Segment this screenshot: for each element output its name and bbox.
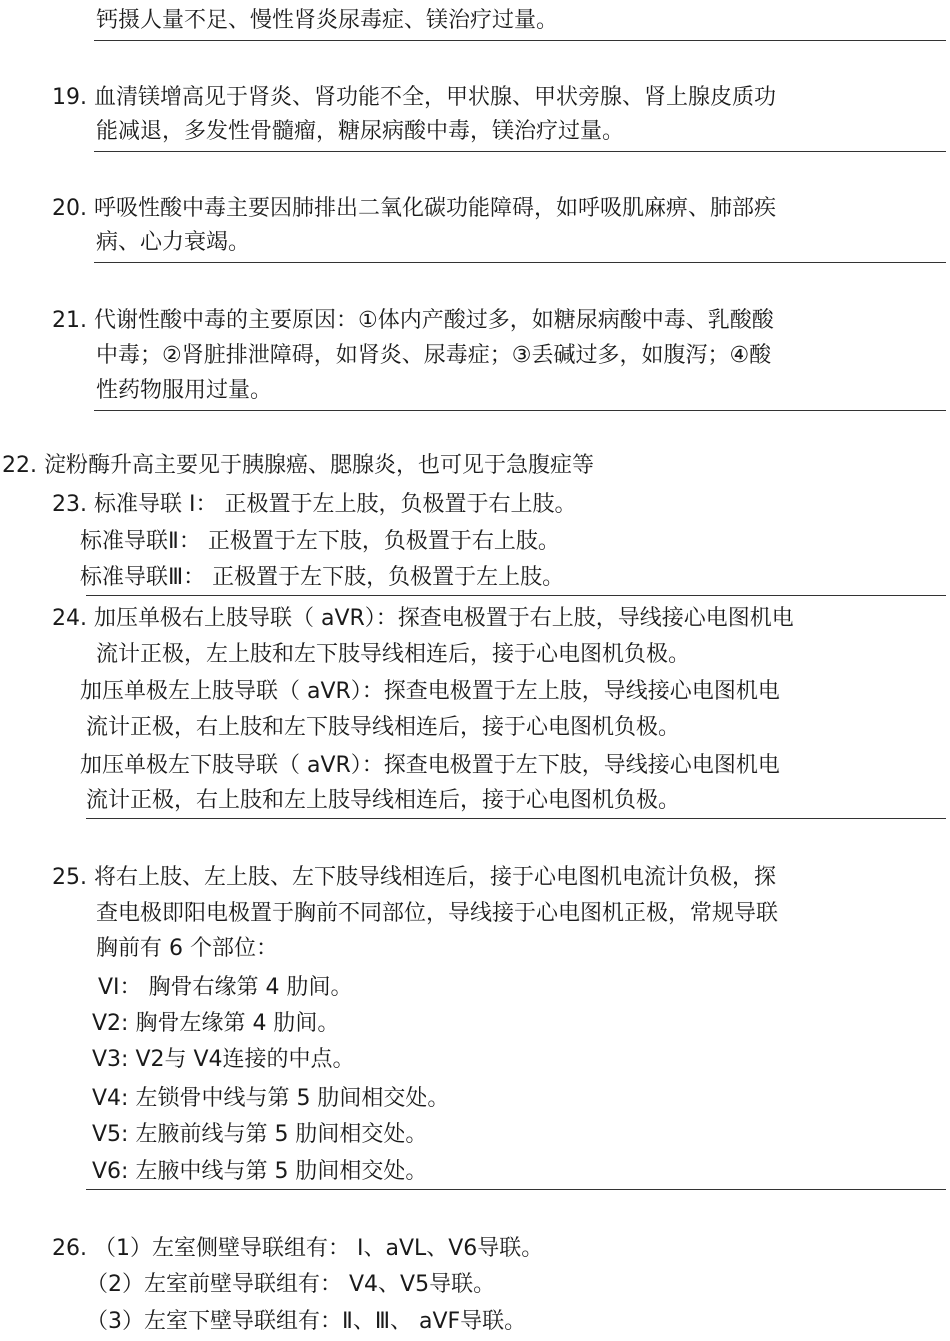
item-26-line-2: （2）左室前壁导联组有： V4、V5导联。 [86, 1272, 496, 1297]
item-23-line-1: 23. 标准导联 Ⅰ： 正极置于左上肢，负极置于右上肢。 [52, 492, 577, 517]
item-24-line-6: 流计正极，右上肢和左上肢导线相连后，接于心电图机负极。 [86, 788, 681, 813]
item-25-line-3: 胸前有 6 个部位： [96, 936, 278, 961]
lead-v6: V6: 左腋中线与第 5 肋间相交处。 [92, 1159, 428, 1184]
divider-rule [94, 40, 946, 41]
divider-rule [86, 818, 946, 819]
lead-v2: V2: 胸骨左缘第 4 肋间。 [92, 1011, 340, 1036]
divider-rule [94, 410, 946, 411]
lead-v1: VI： 胸骨右缘第 4 肋间。 [98, 975, 353, 1000]
item-20-line-2: 病、心力衰竭。 [96, 230, 251, 255]
item-19-line-1: 19. 血清镁增高见于肾炎、肾功能不全，甲状腺、甲状旁腺、肾上腺皮质功 [52, 85, 776, 110]
item-26-line-3: （3）左室下壁导联组有：Ⅱ、Ⅲ、 aVF导联。 [86, 1309, 527, 1334]
divider-rule [86, 1189, 946, 1190]
item-18-tail: 钙摄人量不足、慢性肾炎尿毒症、镁治疗过量。 [96, 8, 559, 33]
item-19-line-2: 能减退，多发性骨髓瘤，糖尿病酸中毒，镁治疗过量。 [96, 119, 625, 144]
item-22-line-1: 22. 淀粉酶升高主要见于胰腺癌、腮腺炎，也可见于急腹症等 [2, 453, 594, 478]
item-25-line-2: 查电极即阳电极置于胸前不同部位，导线接于心电图机正极，常规导联 [96, 901, 779, 926]
item-21-line-2: 中毒；②肾脏排泄障碍，如肾炎、尿毒症；③丢碱过多，如腹泻；④酸 [96, 343, 772, 368]
item-24-line-3: 加压单极左上肢导联（ aVR）：探查电极置于左上肢，导线接心电图机电 [80, 679, 780, 704]
item-24-line-5: 加压单极左下肢导联（ aVR）：探查电极置于左下肢，导线接心电图机电 [80, 753, 780, 778]
item-25-line-1: 25. 将右上肢、左上肢、左下肢导线相连后，接于心电图机电流计负极，探 [52, 865, 776, 890]
item-20-line-1: 20. 呼吸性酸中毒主要因肺排出二氧化碳功能障碍，如呼吸肌麻痹、肺部疾 [52, 196, 776, 221]
item-24-line-4: 流计正极，右上肢和左下肢导线相连后，接于心电图机负极。 [86, 715, 681, 740]
divider-rule [94, 262, 946, 263]
divider-rule [86, 595, 946, 596]
item-23-line-3: 标准导联Ⅲ： 正极置于左下肢，负极置于左上肢。 [80, 565, 565, 590]
item-21-line-3: 性药物服用过量。 [96, 378, 273, 403]
lead-v5: V5: 左腋前线与第 5 肋间相交处。 [92, 1122, 428, 1147]
item-24-line-1: 24. 加压单极右上肢导联（ aVR）：探查电极置于右上肢，导线接心电图机电 [52, 606, 794, 631]
item-23-line-2: 标准导联Ⅱ： 正极置于左下肢，负极置于右上肢。 [80, 529, 560, 554]
divider-rule [94, 151, 946, 152]
lead-v3: V3: V2与 V4连接的中点。 [92, 1047, 355, 1072]
item-21-line-1: 21. 代谢性酸中毒的主要原因：①体内产酸过多，如糖尿病酸中毒、乳酸酸 [52, 308, 774, 333]
item-26-line-1: 26. （1）左室侧壁导联组有： Ⅰ、aVL、V6导联。 [52, 1236, 544, 1261]
lead-v4: V4: 左锁骨中线与第 5 肋间相交处。 [92, 1086, 450, 1111]
item-24-line-2: 流计正极，左上肢和左下肢导线相连后，接于心电图机负极。 [96, 642, 691, 667]
